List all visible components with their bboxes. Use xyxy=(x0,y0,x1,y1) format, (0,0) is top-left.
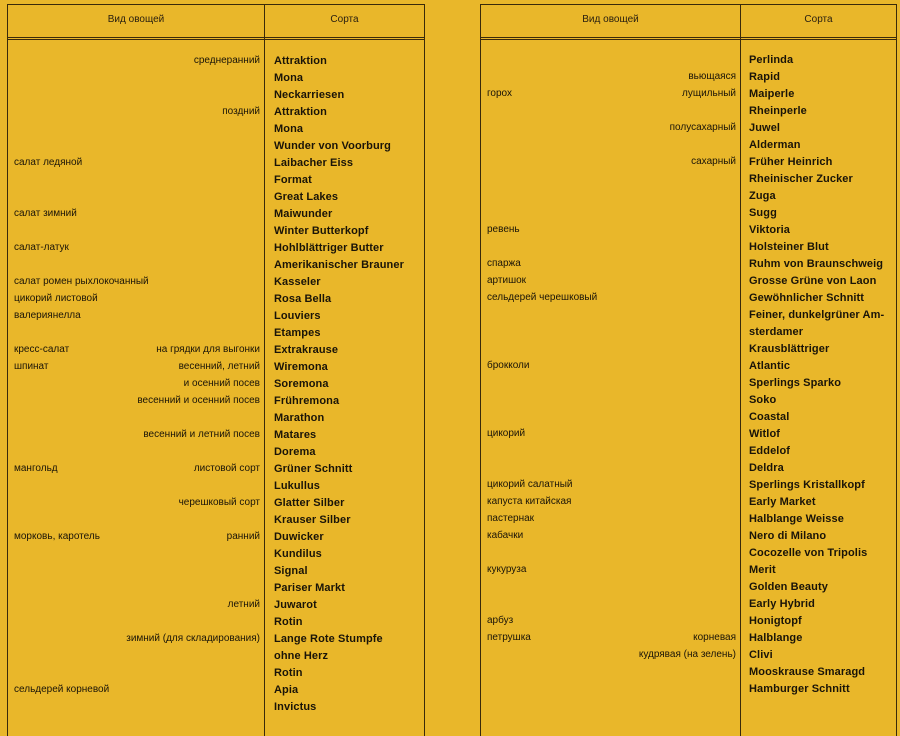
table-row xyxy=(481,598,896,615)
variety-name: Ruhm von Braunschweig xyxy=(749,258,884,270)
variety-name: Wiremona xyxy=(274,361,328,373)
table-row xyxy=(481,462,896,479)
variety-name: Golden Beauty xyxy=(749,581,828,593)
variety-name: Wunder von Voorburg xyxy=(274,140,391,152)
table-row xyxy=(481,547,896,564)
variety-name: Grüner Schnitt xyxy=(274,463,353,475)
variety-name: Format xyxy=(274,174,312,186)
variety-name: Early Hybrid xyxy=(749,598,816,610)
variety-name: Rheinischer Zucker xyxy=(749,173,853,185)
variety-name: Frühremona xyxy=(274,395,340,407)
vegetable-name: горох xyxy=(487,88,512,99)
variety-name: Holsteiner Blut xyxy=(749,241,829,253)
table-row xyxy=(8,344,424,361)
variety-name: Juwarot xyxy=(274,599,317,611)
vegetable-subtype: вьющаяся xyxy=(688,71,736,82)
table-row xyxy=(8,242,424,259)
variety-name: Eddelof xyxy=(749,445,791,457)
table-row xyxy=(481,581,896,598)
vegetable-subtype: среднеранний xyxy=(193,55,260,66)
right-header-varieties: Сорта xyxy=(804,14,833,25)
vegetable-name: цикорий салатный xyxy=(487,479,573,490)
variety-name: Juwel xyxy=(749,122,781,134)
variety-name: Apia xyxy=(274,684,299,696)
vegetable-name: цикорий xyxy=(487,428,526,439)
table-row xyxy=(481,88,896,105)
variety-name: Etampes xyxy=(274,327,321,339)
variety-name: Rheinperle xyxy=(749,105,807,117)
table-row xyxy=(8,548,424,565)
vegetable-subtype: поздний xyxy=(222,106,260,117)
variety-name: Maiwunder xyxy=(274,208,333,220)
vegetable-subtype: на грядки для выгонки xyxy=(156,344,260,355)
variety-name: Attraktion xyxy=(274,55,327,67)
table-row xyxy=(481,479,896,496)
variety-name: Louviers xyxy=(274,310,321,322)
variety-name: Signal xyxy=(274,565,308,577)
table-row xyxy=(481,394,896,411)
vegetable-subtype: ранний xyxy=(226,531,260,542)
variety-name: Zuga xyxy=(749,190,776,202)
vegetable-name: арбуз xyxy=(487,615,514,626)
right-header-rule xyxy=(481,39,896,40)
variety-name: Merit xyxy=(749,564,776,576)
table-row xyxy=(481,275,896,292)
table-row xyxy=(481,615,896,632)
vegetable-subtype: кудрявая (на зелень) xyxy=(638,649,736,660)
table-row xyxy=(481,156,896,173)
variety-name: Krauser Silber xyxy=(274,514,351,526)
table-row xyxy=(8,106,424,123)
table-row xyxy=(8,599,424,616)
table-row xyxy=(8,293,424,310)
table-row xyxy=(8,667,424,684)
variety-name: Viktoria xyxy=(749,224,790,236)
variety-name: Clivi xyxy=(749,649,773,661)
table-row xyxy=(481,173,896,190)
table-row xyxy=(8,89,424,106)
variety-name: Rotin xyxy=(274,616,303,628)
table-row xyxy=(8,310,424,327)
table-row xyxy=(481,445,896,462)
vegetable-name: кресс-салат xyxy=(14,344,70,355)
table-row xyxy=(8,701,424,718)
table-row xyxy=(8,633,424,650)
left-header-vegetable-type: Вид овощей xyxy=(107,14,165,25)
table-row xyxy=(8,582,424,599)
table-row xyxy=(481,326,896,343)
variety-name: Halblange xyxy=(749,632,803,644)
variety-name: Early Market xyxy=(749,496,816,508)
vegetable-subtype: полусахарный xyxy=(669,122,736,133)
table-row xyxy=(481,343,896,360)
table-row xyxy=(481,258,896,275)
variety-name: Laibacher Eiss xyxy=(274,157,354,169)
variety-name: Mona xyxy=(274,123,304,135)
table-row xyxy=(8,276,424,293)
table-row xyxy=(481,207,896,224)
vegetable-name: салат зимний xyxy=(14,208,77,219)
variety-name: Pariser Markt xyxy=(274,582,346,594)
table-row xyxy=(481,190,896,207)
table-row xyxy=(8,191,424,208)
vegetable-name: пастернак xyxy=(487,513,535,524)
vegetable-name: ревень xyxy=(487,224,520,235)
variety-name: Früher Heinrich xyxy=(749,156,833,168)
vegetable-subtype: летний xyxy=(227,599,260,610)
table-row xyxy=(8,684,424,701)
vegetable-name: салат ледяной xyxy=(14,157,83,168)
table-row xyxy=(8,650,424,667)
vegetable-subtype: весенний, летний xyxy=(178,361,260,372)
table-row xyxy=(481,632,896,649)
variety-name: sterdamer xyxy=(749,326,804,338)
table-row xyxy=(8,55,424,72)
variety-name: Glatter Silber xyxy=(274,497,345,509)
variety-name: Gewöhnlicher Schnitt xyxy=(749,292,865,304)
variety-name: Dorema xyxy=(274,446,316,458)
variety-name: Winter Butterkopf xyxy=(274,225,369,237)
variety-name: Maiperle xyxy=(749,88,795,100)
table-row xyxy=(8,157,424,174)
left-vegetable-table xyxy=(7,4,425,736)
variety-name: Amerikanischer Brauner xyxy=(274,259,404,271)
vegetable-name: салат ромен рыхлокочанный xyxy=(14,276,149,287)
table-row xyxy=(481,428,896,445)
vegetable-name: шпинат xyxy=(14,361,49,372)
table-row xyxy=(481,224,896,241)
vegetable-subtype: корневая xyxy=(693,632,736,643)
left-header-varieties: Сорта xyxy=(330,14,359,25)
table-row xyxy=(8,463,424,480)
table-row xyxy=(8,531,424,548)
right-header-vegetable-type: Вид овощей xyxy=(582,14,639,25)
variety-name: Extrakrause xyxy=(274,344,339,356)
variety-name: Alderman xyxy=(749,139,801,151)
table-row xyxy=(8,327,424,344)
left-table-header xyxy=(8,4,424,38)
table-row xyxy=(481,513,896,530)
variety-name: Neckarriesen xyxy=(274,89,345,101)
variety-name: Feiner, dunkelgrüner Am- xyxy=(749,309,885,321)
table-row xyxy=(8,72,424,89)
table-row xyxy=(8,123,424,140)
variety-name: Nero di Milano xyxy=(749,530,827,542)
vegetable-name: спаржа xyxy=(487,258,521,269)
table-row xyxy=(481,496,896,513)
table-row xyxy=(481,54,896,71)
table-row xyxy=(8,565,424,582)
vegetable-name: морковь, каротель xyxy=(14,531,100,542)
variety-name: Attraktion xyxy=(274,106,327,118)
variety-name: Mooskrause Smaragd xyxy=(749,666,866,678)
vegetable-subtype: сахарный xyxy=(691,156,736,167)
table-row xyxy=(8,361,424,378)
variety-name: Sperlings Sparko xyxy=(749,377,842,389)
variety-name: Honigtopf xyxy=(749,615,802,627)
table-row xyxy=(481,411,896,428)
variety-name: Halblange Weisse xyxy=(749,513,844,525)
table-row xyxy=(8,616,424,633)
variety-name: Kundilus xyxy=(274,548,322,560)
table-row xyxy=(481,530,896,547)
variety-name: Coastal xyxy=(749,411,790,423)
variety-name: Rotin xyxy=(274,667,303,679)
variety-name: Invictus xyxy=(274,701,317,713)
table-row xyxy=(8,225,424,242)
table-row xyxy=(8,412,424,429)
variety-name: Kasseler xyxy=(274,276,321,288)
variety-name: Duwicker xyxy=(274,531,324,543)
vegetable-subtype: и осенний посев xyxy=(183,378,260,389)
variety-name: Perlinda xyxy=(749,54,794,66)
vegetable-subtype: весенний и летний посев xyxy=(143,429,260,440)
vegetable-subtype: листовой сорт xyxy=(193,463,260,474)
right-vegetable-table xyxy=(480,4,897,736)
table-row xyxy=(481,71,896,88)
vegetable-name: артишок xyxy=(487,275,527,286)
vegetable-name: сельдерей корневой xyxy=(14,684,110,695)
vegetable-name: брокколи xyxy=(487,360,530,371)
variety-name: Sugg xyxy=(749,207,777,219)
table-row xyxy=(481,683,896,700)
table-row xyxy=(481,649,896,666)
table-row xyxy=(8,378,424,395)
variety-name: Grosse Grüne von Laon xyxy=(749,275,877,287)
variety-name: Cocozelle von Tripolis xyxy=(749,547,868,559)
table-row xyxy=(481,105,896,122)
vegetable-name: петрушка xyxy=(487,632,531,643)
table-row xyxy=(8,497,424,514)
vegetable-name: салат-латук xyxy=(14,242,69,253)
left-header-rule xyxy=(8,39,424,40)
variety-name: ohne Herz xyxy=(274,650,329,662)
vegetable-name: кукуруза xyxy=(487,564,527,575)
variety-name: Lukullus xyxy=(274,480,321,492)
table-row xyxy=(481,666,896,683)
variety-name: Hamburger Schnitt xyxy=(749,683,850,695)
table-row xyxy=(481,377,896,394)
vegetable-name: мангольд xyxy=(14,463,58,474)
vegetable-subtype: весенний и осенний посев xyxy=(137,395,260,406)
vegetable-subtype: зимний (для складирования) xyxy=(126,633,260,644)
table-row xyxy=(481,309,896,326)
variety-name: Matares xyxy=(274,429,317,441)
table-row xyxy=(8,429,424,446)
variety-name: Rosa Bella xyxy=(274,293,332,305)
variety-name: Mona xyxy=(274,72,304,84)
vegetable-name: цикорий листовой xyxy=(14,293,98,304)
vegetable-name: капуста китайская xyxy=(487,496,572,507)
variety-name: Soko xyxy=(749,394,777,406)
table-row xyxy=(481,241,896,258)
table-row xyxy=(481,122,896,139)
variety-name: Marathon xyxy=(274,412,325,424)
variety-name: Sperlings Kristallkopf xyxy=(749,479,865,491)
variety-name: Witlof xyxy=(749,428,781,440)
variety-name: Hohlblättriger Butter xyxy=(274,242,384,254)
table-row xyxy=(8,259,424,276)
table-row xyxy=(481,564,896,581)
table-row xyxy=(8,395,424,412)
table-row xyxy=(8,480,424,497)
table-row xyxy=(8,174,424,191)
variety-name: Soremona xyxy=(274,378,329,390)
variety-name: Deldra xyxy=(749,462,784,474)
table-row xyxy=(8,446,424,463)
variety-name: Lange Rote Stumpfe xyxy=(274,633,383,645)
variety-name: Atlantic xyxy=(749,360,791,372)
table-row xyxy=(8,208,424,225)
variety-name: Krausblättriger xyxy=(749,343,830,355)
vegetable-name: кабачки xyxy=(487,530,524,541)
table-row xyxy=(8,514,424,531)
vegetable-subtype: лущильный xyxy=(682,88,736,99)
vegetable-subtype: черешковый сорт xyxy=(178,497,260,508)
right-table-header xyxy=(481,4,896,38)
table-row xyxy=(481,292,896,309)
table-row xyxy=(481,360,896,377)
vegetable-name: сельдерей черешковый xyxy=(487,292,598,303)
table-row xyxy=(8,140,424,157)
table-row xyxy=(481,139,896,156)
variety-name: Great Lakes xyxy=(274,191,339,203)
vegetable-name: валериянелла xyxy=(14,310,81,321)
variety-name: Rapid xyxy=(749,71,781,83)
